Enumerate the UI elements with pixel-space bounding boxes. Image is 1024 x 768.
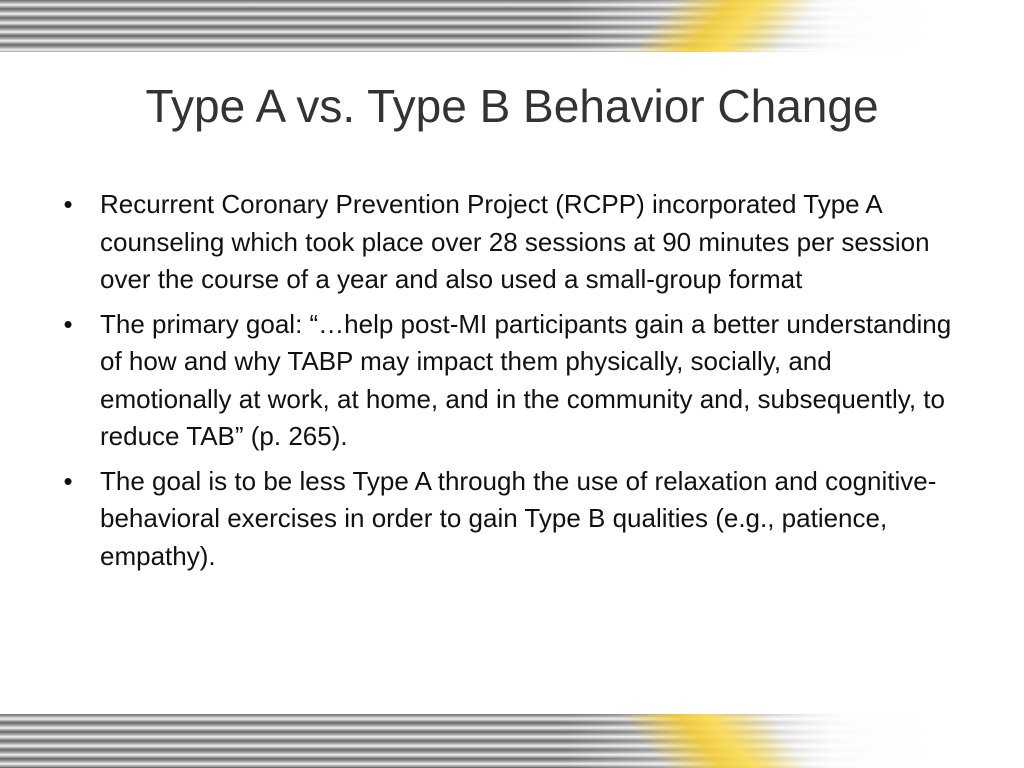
bullet-item-primary-goal — [58, 306, 958, 456]
top-decorative-band — [0, 0, 1024, 52]
bullet-item-type-b-goal — [58, 463, 958, 576]
top-band-fade — [764, 0, 1024, 52]
bullet-marker: • — [63, 465, 73, 496]
bullet-text: The primary goal: “…help post-MI participants gain a better understanding of how and why TABP may impact them physically, socially, and emotionally at work, at home, and in the community and, subsequently, to reduce TAB” (p. 265). — [100, 308, 952, 451]
bullet-text: The goal is to be less Type A through the use of relaxation and cognitive-behavioral exercises in order to gain Type B qualities (e.g., patience, empathy). — [100, 465, 937, 571]
bottom-decorative-band — [0, 714, 1024, 768]
bullet-marker: • — [63, 308, 73, 339]
bullet-item-rcpp — [58, 186, 958, 299]
slide-title: Type A vs. Type B Behavior Change — [145, 80, 879, 132]
bullet-text: Recurrent Coronary Prevention Project (RCPP) incorporated Type A counseling which took place over 28 sessions at 90 minutes per session over the course of a year and also used a small-group format — [100, 189, 930, 294]
bottom-band-fade — [764, 714, 1024, 768]
bullet-list — [58, 186, 958, 582]
bullet-marker: • — [63, 189, 73, 219]
